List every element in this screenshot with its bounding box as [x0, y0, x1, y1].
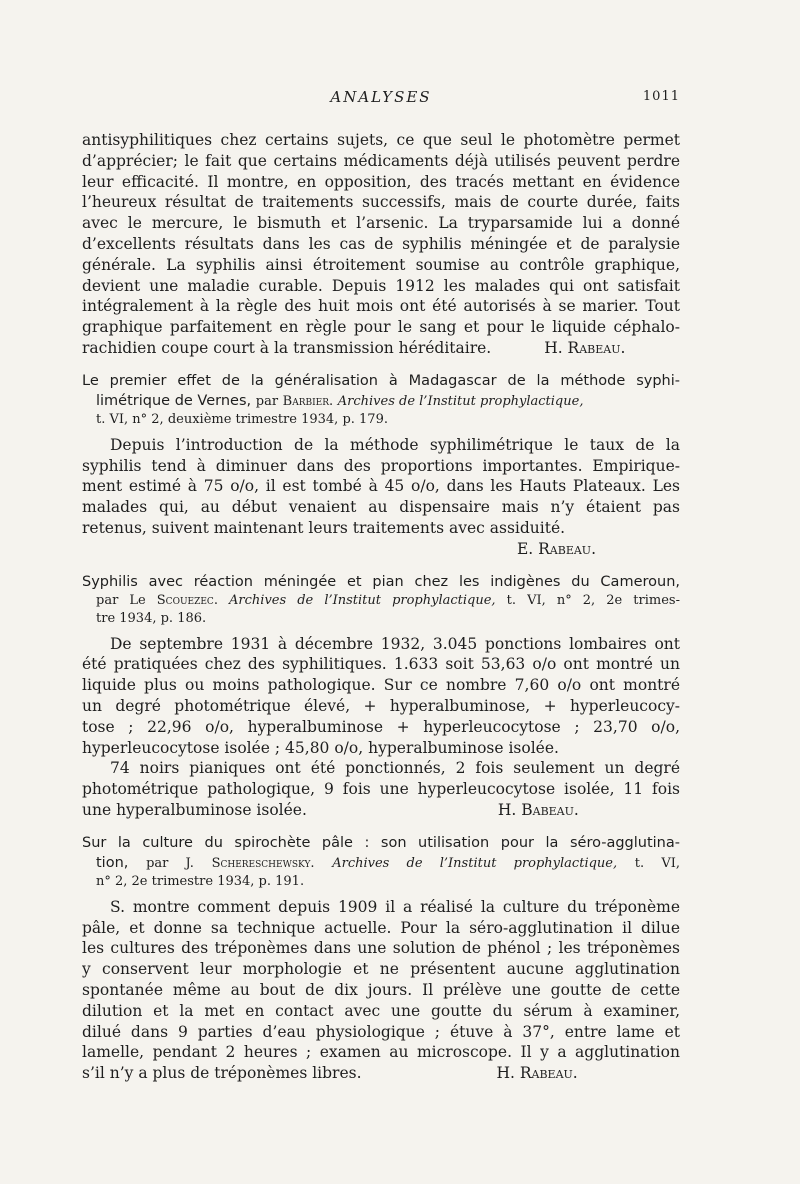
text-block [82, 130, 680, 1084]
citation: t. VI, n° 2, deuxième trimestre 1934, p. 179. [96, 411, 388, 427]
text-line: syphilis tend à diminuer dans des proportions importantes. Empirique- [82, 456, 680, 475]
text-line: d’excellents résultats dans les cas de syphilis méningée et de paralysie [82, 234, 680, 253]
text-line: dilution et la met en contact avec une goutte du sérum à examiner, [82, 1001, 680, 1020]
running-head [82, 88, 680, 110]
citation: tre 1934, p. 186. [96, 610, 207, 626]
text-line-with-signature [82, 1063, 680, 1084]
article-title: tion, [96, 854, 129, 871]
text-line: devient une maladie curable. Depuis 1912 les malades qui ont satisfait [82, 276, 680, 295]
text-line: pâle, et donne sa technique actuelle. Pour la séro-agglutination il dilue [82, 918, 680, 937]
text-line: un degré photométrique élevé, + hyperalbuminose, + hyperleucocy- [82, 696, 680, 715]
citation: t. VI, [634, 855, 680, 871]
text-line: De septembre 1931 à décembre 1932, 3.045 ponctions lombaires ont [110, 634, 680, 653]
article-title-continued [82, 853, 680, 873]
author-prefix: par [255, 393, 279, 409]
author-prefix: par Le [96, 592, 146, 608]
text-line: ment estimé à 75 o/o, il est tombé à 45 o/o, dans les Hauts Plateaux. Les [82, 477, 680, 496]
text-line: liquide plus ou moins pathologique. Sur ce nombre 7,60 o/o ont montré [82, 676, 680, 695]
text-line: S. montre comment depuis 1909 il a réalisé la culture du tréponème [110, 897, 680, 916]
journal: Archives de l’Institut prophylactique, [337, 393, 584, 409]
text-line: d’apprécier; le fait que certains médicaments déjà utilisés peuvent perdre [82, 151, 680, 170]
text-line-with-signature [82, 800, 680, 821]
text-line: intégralement à la règle des huit mois ont été autorisés à se marier. Tout [82, 297, 680, 316]
text-line: générale. La syphilis ainsi étroitement soumise au contrôle graphique, [82, 255, 680, 274]
author: Schereschewsky. [211, 855, 315, 871]
text-line: hyperleucocytose isolée ; 45,80 o/o, hyperalbuminose isolée. [82, 738, 559, 757]
journal: Archives de l’Institut prophylactique, [332, 855, 618, 871]
page-number: 1011 [642, 89, 680, 104]
section-4 [82, 833, 680, 1084]
running-title: ANALYSES [330, 88, 432, 106]
text-line: une hyperalbuminose isolée. [82, 800, 307, 819]
text-line: retenus, suivent maintenant leurs traitements avec assiduité. [82, 518, 566, 537]
text-line: graphique parfaitement en règle pour le sang et pour le liquide céphalo- [82, 318, 680, 337]
text-line: 74 noirs pianiques ont été ponctionnés, 2 fois seulement un degré [110, 759, 680, 778]
text-line: s’il n’y a plus de tréponèmes libres. [82, 1064, 362, 1083]
section-3 [82, 572, 680, 821]
article-title: Syphilis avec réaction méningée et pian chez les indigènes du Cameroun, [82, 573, 680, 590]
author-line [82, 592, 680, 610]
text-line: Depuis l’introduction de la méthode syphilimétrique le taux de la [110, 435, 680, 454]
citation: n° 2, 2e trimestre 1934, p. 191. [96, 873, 305, 889]
text-line: dilué dans 9 parties d’eau physiologique ; étuve à 37°, entre lame et [82, 1022, 680, 1041]
text-line: leur efficacité. Il montre, en opposition, des tracés mettant en évidence [82, 172, 680, 191]
text-line: les cultures des tréponèmes dans une solution de phénol ; les tréponèmes [82, 939, 680, 958]
text-line: été pratiquées chez des syphilitiques. 1.633 soit 53,63 o/o ont montré un [82, 655, 680, 674]
text-line: rachidien coupe court à la transmission héréditaire. [82, 338, 492, 357]
section-2 [82, 371, 680, 560]
journal: Archives de l’Institut prophylactique, [229, 592, 496, 608]
text-line: malades qui, au début venaient au dispensaire mais n’y étaient pas [82, 498, 680, 517]
signature: H. Rabeau. [496, 1064, 578, 1083]
article-title: Sur la culture du spirochète pâle : son utilisation pour la séro-agglutina- [82, 834, 680, 851]
text-line: l’heureux résultat de traitements successifs, mais de courte durée, faits [82, 193, 680, 212]
text-line: spontanée même au bout de dix jours. Il prélève une goutte de cette [82, 980, 680, 999]
text-line: y conservent leur morphologie et ne présentent aucune agglutination [82, 960, 680, 979]
text-line: antisyphilitiques chez certains sujets, ce que seul le photomètre permet [82, 131, 680, 149]
signature: H. Babeau. [497, 800, 579, 819]
author: Scouezec. [156, 592, 218, 608]
section-1 [82, 130, 680, 359]
article-title: limétrique de Vernes, [96, 392, 252, 409]
article-title-continued [82, 391, 680, 411]
article-title: Le premier effet de la généralisation à Madagascar de la méthode syphi- [82, 372, 680, 389]
signature: E. Rabeau. [516, 539, 596, 558]
author: Barbier. [282, 393, 334, 409]
text-line: lamelle, pendant 2 heures ; examen au microscope. Il y a agglutination [82, 1043, 680, 1062]
text-line: photométrique pathologique, 9 fois une hyperleucocytose isolée, 11 fois [82, 780, 680, 799]
text-line: tose ; 22,96 o/o, hyperalbuminose + hyperleucocytose ; 23,70 o/o, [82, 717, 680, 736]
text-line-with-signature [82, 338, 680, 359]
text-line: avec le mercure, le bismuth et l’arsenic. La tryparsamide lui a donné [82, 214, 680, 233]
citation: t. VI, n° 2, 2e trimes- [506, 592, 680, 608]
author-prefix: par J. [146, 855, 194, 871]
signature: H. Rabeau. [544, 338, 626, 357]
